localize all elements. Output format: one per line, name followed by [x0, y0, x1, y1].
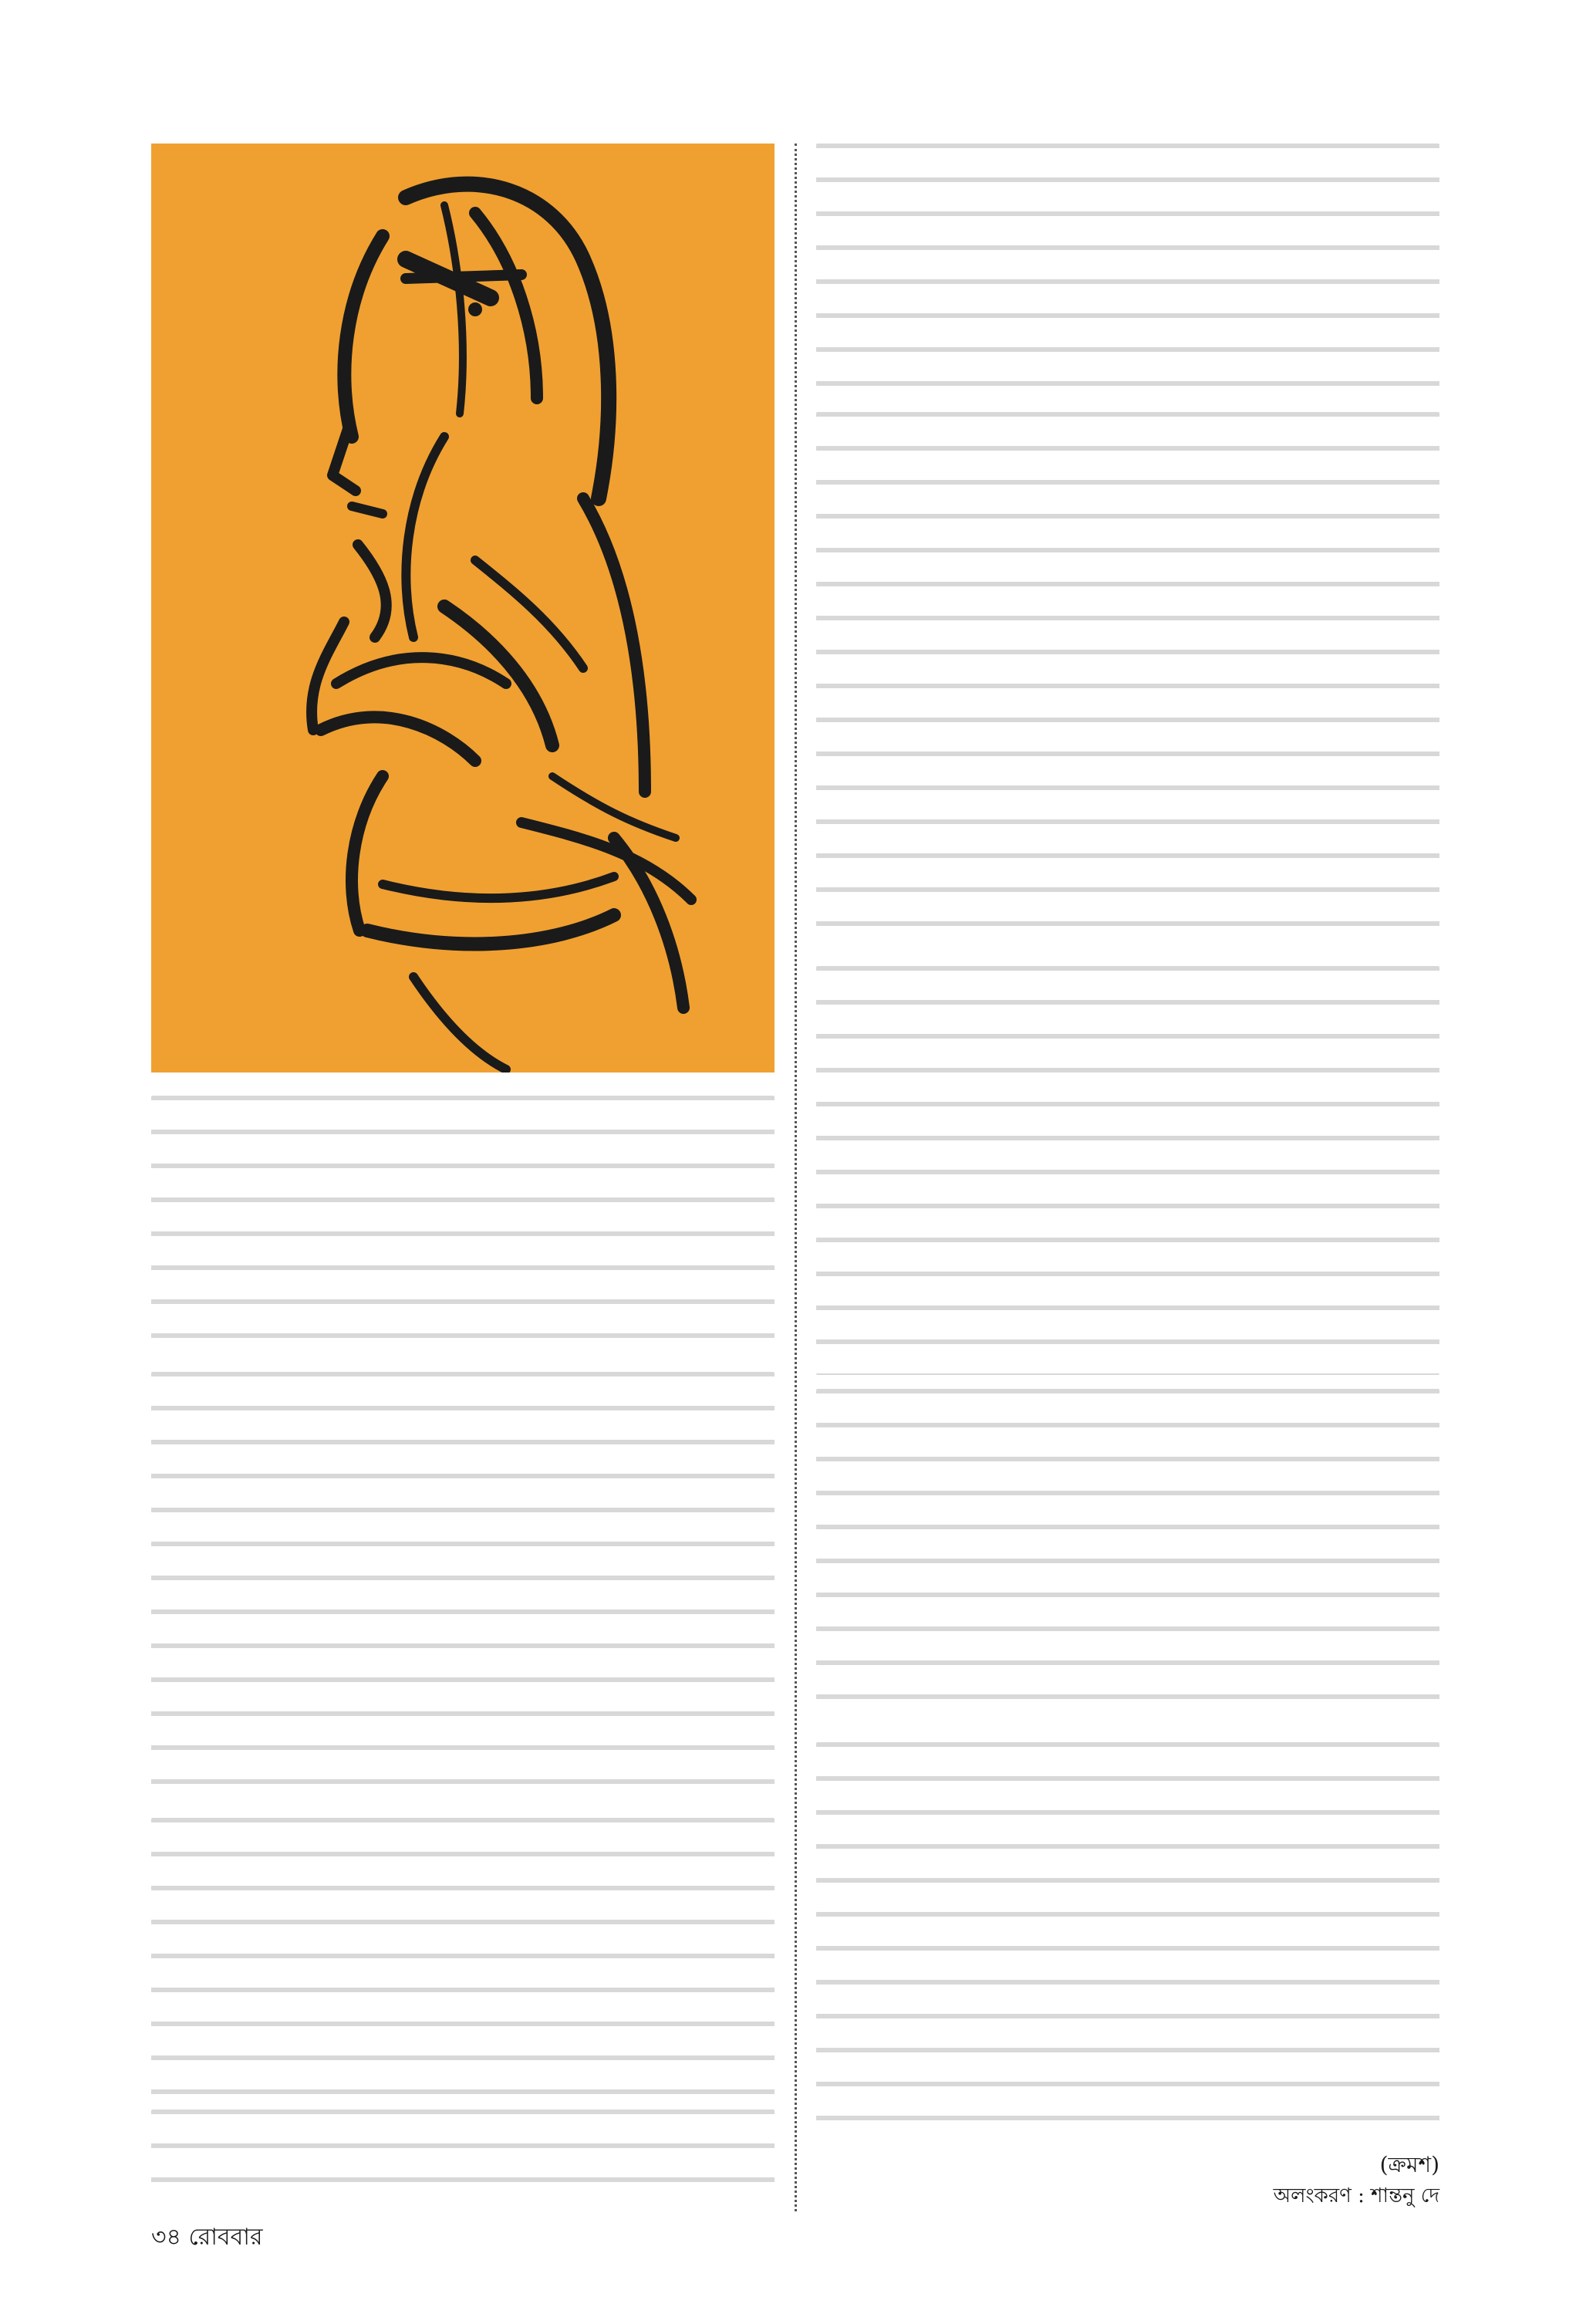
paragraph-right-2	[816, 412, 1439, 952]
right-column	[816, 144, 1439, 2211]
left-column	[151, 1096, 775, 2199]
woman-portrait-illustration	[151, 144, 775, 1072]
continued-label: (ক্রমশ)	[1379, 2152, 1439, 2177]
paragraph-left-3	[151, 1818, 775, 2096]
paragraph-left-1	[151, 1096, 775, 1358]
paragraph-left-4	[151, 2110, 775, 2187]
paragraph-right-3	[816, 966, 1439, 1375]
magazine-name: রোববার	[188, 2224, 263, 2251]
page-footer	[151, 2222, 263, 2253]
paragraph-right-4	[816, 1389, 1439, 1728]
paragraph-right-5	[816, 1742, 1439, 2128]
paragraph-right-1	[816, 144, 1439, 398]
woman-portrait-icon	[151, 144, 775, 1072]
illustrator-credit: অলংকরণ : শান্তনু দে	[1273, 2184, 1439, 2207]
page-number: ৩৪	[151, 2224, 181, 2251]
paragraph-left-2	[151, 1372, 775, 1804]
column-divider	[795, 144, 797, 2211]
